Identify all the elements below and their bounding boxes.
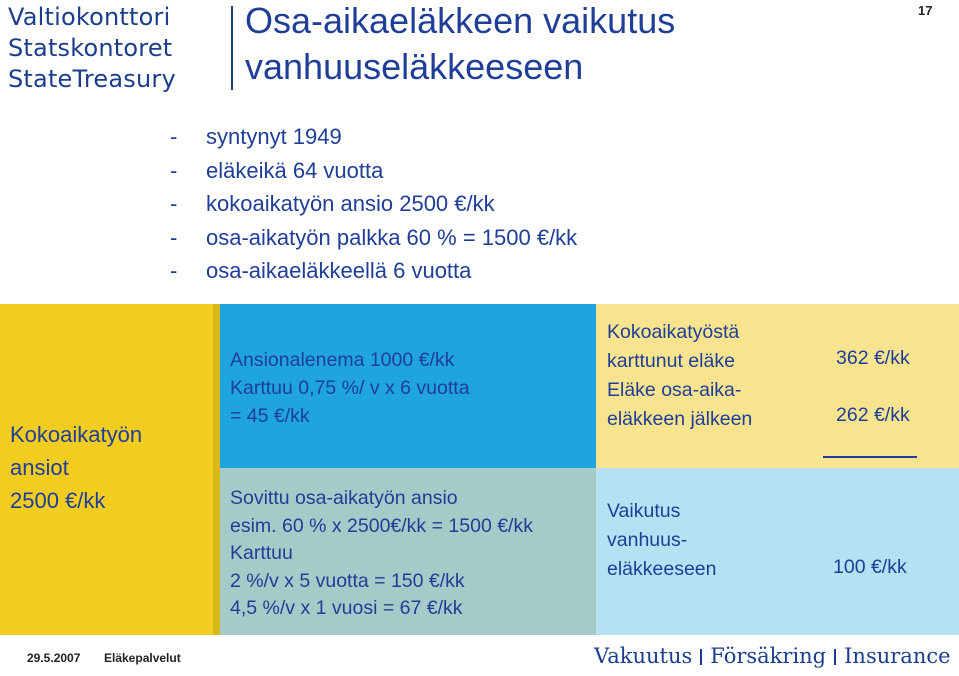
dash-marker: - [170,258,178,284]
list-item-text: osa-aikaeläkkeellä 6 vuotta [206,258,472,284]
full-time-income-text [10,418,142,517]
list-item [170,154,577,188]
income-loss-line3: = 45 €/kk [230,405,310,427]
part-time-income-line5: 4,5 %/v x 1 vuosi = 67 €/kk [230,597,463,619]
list-item [170,221,577,255]
valtiokonttori-logo [8,2,223,95]
pension-effect-line2: vanhuus- [607,529,688,551]
full-time-income-line1: Kokoaikatyön [10,422,143,447]
income-loss-line1: Ansionalenema 1000 €/kk [230,349,455,371]
list-item-text: eläkeikä 64 vuotta [206,157,384,183]
part-time-income-line4: 2 %/v x 5 vuotta = 150 €/kk [230,569,465,592]
logo-line-sv: Statskontoret [8,34,173,62]
list-item-text: syntynyt 1949 [206,124,342,149]
list-item-text: kokoaikatyön ansio 2500 €/kk [206,191,495,217]
list-item [170,187,577,221]
footer-department: Eläkepalvelut [104,651,181,665]
dash-marker: - [170,224,178,250]
tagline-separator [700,649,702,665]
logo-divider [231,6,233,90]
full-time-pension-value: 362 €/kk [836,347,910,369]
slide-title [245,0,675,90]
part-time-income-text [230,485,533,623]
dash-marker: - [170,124,178,149]
dash-marker: - [170,191,178,217]
part-time-income-line2: esim. 60 % x 2500€/kk = 1500 €/kk [230,514,533,537]
logo-line-en: StateTreasury [8,65,176,93]
pension-comparison-line4: eläkkeen jälkeen [607,408,753,430]
footer-date: 29.5.2007 [27,651,81,665]
slide-title-line2: vanhuuseläkkeeseen [245,46,584,87]
page-number: 17 [918,3,933,18]
tagline-separator [834,649,836,665]
list-item [170,120,577,154]
part-time-income-line1: Sovittu osa-aikatyön ansio [230,487,458,509]
footer-tagline [594,644,951,668]
full-time-income-amount: 2500 €/kk [10,488,106,513]
pension-effect-line1: Vaikutus [607,500,681,522]
list-item [170,254,577,288]
pension-effect-line3: eläkkeeseen [607,558,717,580]
full-time-income-line2: ansiot [10,455,69,480]
logo-line-fi: Valtiokonttori [8,3,171,31]
list-item-text: osa-aikatyön palkka 60 % = 1500 €/kk [206,224,578,250]
income-loss-line2: Karttuu 0,75 %/ v x 6 vuotta [230,377,470,399]
subtraction-rule [823,456,917,458]
tagline-sv: Försäkring [710,644,827,668]
after-part-time-pension-value: 262 €/kk [836,404,910,426]
pension-effect-value: 100 €/kk [833,556,907,578]
dash-marker: - [170,157,178,183]
pension-comparison-line3: Eläke osa-aika- [607,379,742,401]
tagline-fi: Vakuutus [594,644,693,668]
tagline-en: Insurance [844,644,951,668]
pension-comparison-labels [607,318,752,434]
slide-title-line1: Osa-aikaeläkkeen vaikutus [245,0,676,41]
income-loss-text [230,346,470,430]
pension-comparison-line2: karttunut eläke [607,350,735,372]
part-time-income-line3: Karttuu [230,542,293,564]
pension-effect-labels [607,497,717,584]
assumption-list [170,120,577,288]
pension-comparison-line1: Kokoaikatyöstä [607,321,740,343]
